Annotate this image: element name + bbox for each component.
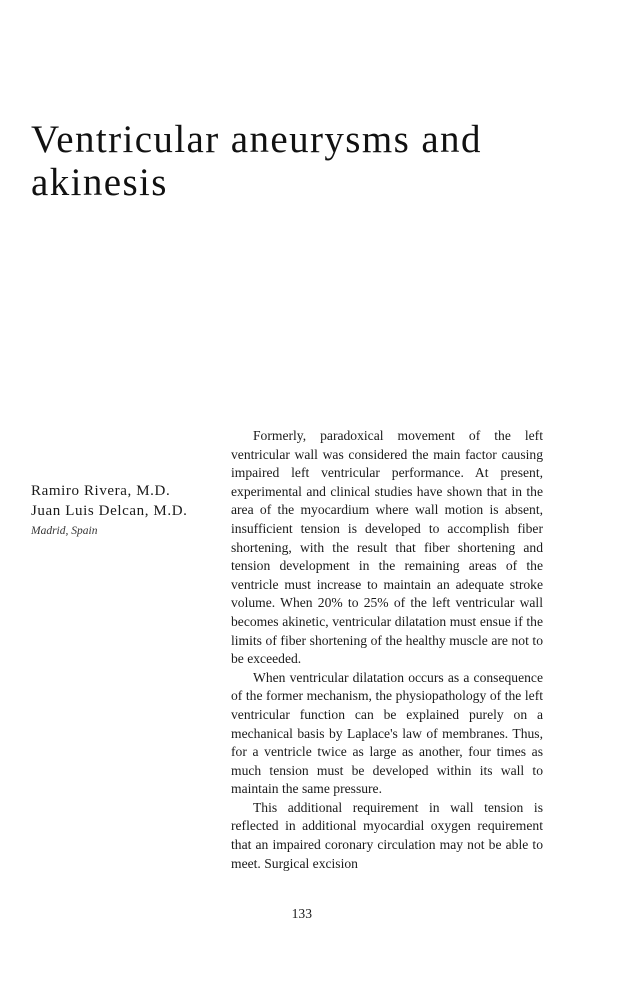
author-affiliation: Madrid, Spain	[31, 525, 98, 537]
author-name: Ramiro Rivera, M.D.	[31, 483, 171, 499]
title-line-1: Ventricular aneurysms and	[31, 118, 482, 161]
page-number: 133	[291, 906, 312, 921]
article-body	[231, 427, 543, 873]
author-name: Juan Luis Delcan, M.D.	[31, 503, 188, 519]
title-line-2: akinesis	[31, 161, 168, 204]
article-title	[31, 118, 591, 204]
author-block	[31, 481, 221, 539]
body-paragraph: Formerly, paradoxical movement of the left ventricular wall was considered the main factor causing impaired left ventricular performance. At present, experimental and clinical studies have shown that in the area of the myocardium where wall motion is absent, insufficient tension is developed to accomplish fiber shortening, with the result that fiber shortening and tension development in the remaining areas of the ventricle must increase to maintain an adequate stroke volume. When 20% to 25% of the left ventricular wall becomes akinetic, ventricular dilatation must ensue if the limits of fiber shortening of the healthy muscle are not to be exceeded.	[231, 428, 543, 667]
body-paragraph: This additional requirement in wall tension is reflected in additional myocardial oxygen requirement that an impaired coronary circulation may not be able to meet. Surgical excision	[231, 799, 543, 871]
body-paragraph: When ventricular dilatation occurs as a consequence of the former mechanism, the physiopathology of the left ventricular function can be explained purely on a mechanical basis by Laplace's law of membranes. Thus, for a ventricle twice as large as another, four times as much tension must be developed within its wall to maintain the same pressure.	[231, 669, 543, 797]
